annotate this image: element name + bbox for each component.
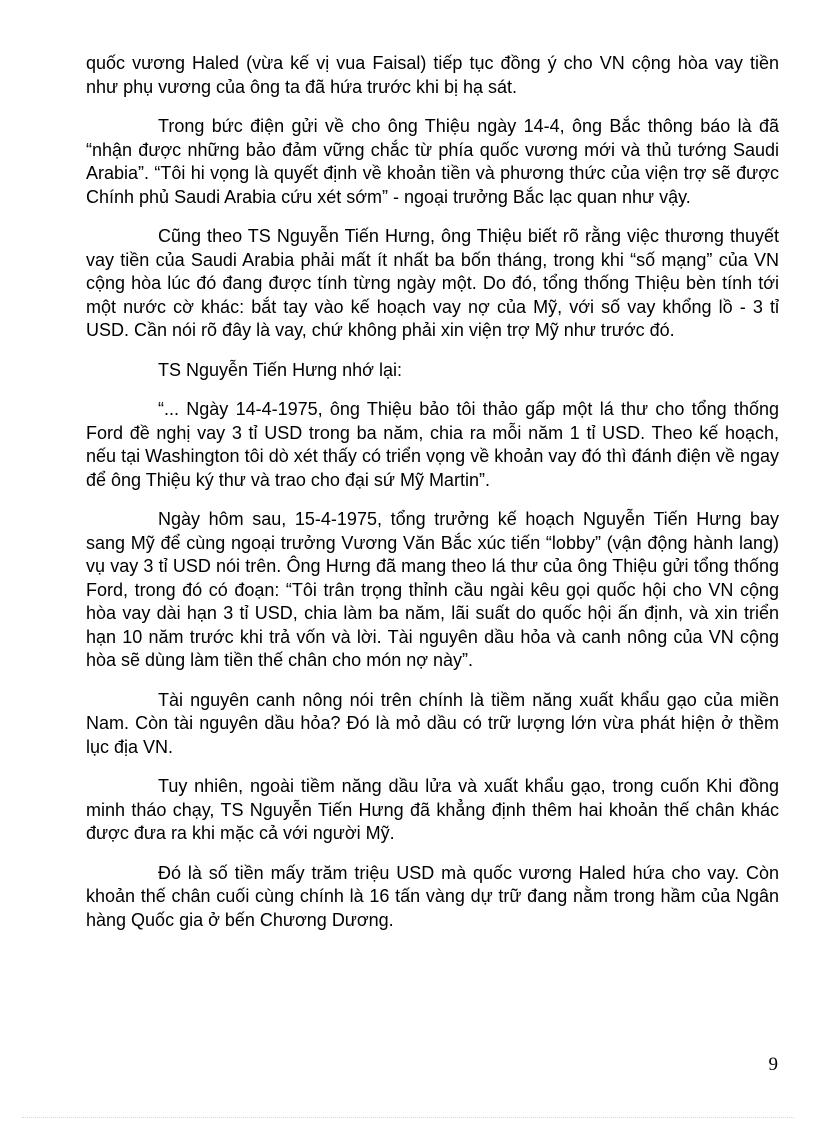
page-number: 9	[768, 1054, 778, 1075]
page-bottom-divider	[22, 1117, 794, 1118]
paragraph: quốc vương Haled (vừa kế vị vua Faisal) tiếp tục đồng ý cho VN cộng hòa vay tiền như phụ vương của ông ta đã hứa trước khi bị hạ sát.	[86, 53, 779, 97]
paragraph: TS Nguyễn Tiến Hưng nhớ lại:	[158, 359, 402, 380]
quote-paragraph: “... Ngày 14-4-1975, ông Thiệu bảo tôi thảo gấp một lá thư cho tổng thống Ford đề nghị vay 3 tỉ USD trong ba năm, chia ra mỗi năm 1 tỉ USD. Theo kế hoạch, nếu tại Washington tôi dò xét thấy có triển vọng về khoản vay đó thì đánh điện về ngay để ông Thiệu ký thư và trao cho đại sứ Mỹ Martin”.	[86, 399, 779, 490]
paragraph: Trong bức điện gửi về cho ông Thiệu ngày 14-4, ông Bắc thông báo là đã “nhận được những bảo đảm vững chắc từ phía quốc vương mới và thủ tướng Saudi Arabia”. “Tôi hi vọng là quyết định về khoản tiền và phương thức của viện trợ sẽ được Chính phủ Saudi Arabia cứu xét sớm” - ngoại trưởng Bắc lạc quan như vậy.	[86, 116, 779, 207]
paragraph: Tuy nhiên, ngoài tiềm năng dầu lửa và xuất khẩu gạo, trong cuốn Khi đồng minh tháo chạy, TS Nguyễn Tiến Hưng đã khẳng định thêm hai khoản thế chân khác được đưa ra khi mặc cả với người Mỹ.	[86, 776, 779, 843]
body-text	[86, 52, 779, 948]
paragraph: Cũng theo TS Nguyễn Tiến Hưng, ông Thiệu biết rõ rằng việc thương thuyết vay tiền của Saudi Arabia phải mất ít nhất ba bốn tháng, trong khi “số mạng” của VN cộng hòa lúc đó đang được tính từng ngày một. Do đó, tổng thống Thiệu bèn tính tới một nước cờ khác: bắt tay vào kế hoạch vay nợ của Mỹ, với số vay khổng lồ - 3 tỉ USD. Cần nói rõ đây là vay, chứ không phải xin viện trợ Mỹ như trước đó.	[86, 226, 779, 340]
paragraph: Tài nguyên canh nông nói trên chính là tiềm năng xuất khẩu gạo của miền Nam. Còn tài nguyên dầu hỏa? Đó là mỏ dầu có trữ lượng lớn vừa phát hiện ở thềm lục địa VN.	[86, 689, 779, 757]
paragraph: Đó là số tiền mấy trăm triệu USD mà quốc vương Haled hứa cho vay. Còn khoản thế chân cuối cùng chính là 16 tấn vàng dự trữ đang nằm trong hầm của Ngân hàng Quốc gia ở bến Chương Dương.	[86, 862, 779, 930]
paragraph: Ngày hôm sau, 15-4-1975, tổng trưởng kế hoạch Nguyễn Tiến Hưng bay sang Mỹ để cùng ngoại trưởng Vương Văn Bắc xúc tiến “lobby” (vận động hành lang) vụ vay 3 tỉ USD nói trên. Ông Hưng đã mang theo lá thư của ông Thiệu gửi tổng thống Ford, trong đó có đoạn: “Tôi trân trọng thỉnh cầu ngài kêu gọi quốc hội cho VN cộng hòa vay dài hạn 3 tỉ USD, chia làm ba năm, lãi suất do quốc hội ấn định, và xin triển hạn 10 năm trước khi trả vốn và lời. Tài nguyên dầu hỏa và canh nông của VN cộng hòa sẽ dùng làm tiền thế chân cho món nợ này”.	[86, 509, 779, 670]
